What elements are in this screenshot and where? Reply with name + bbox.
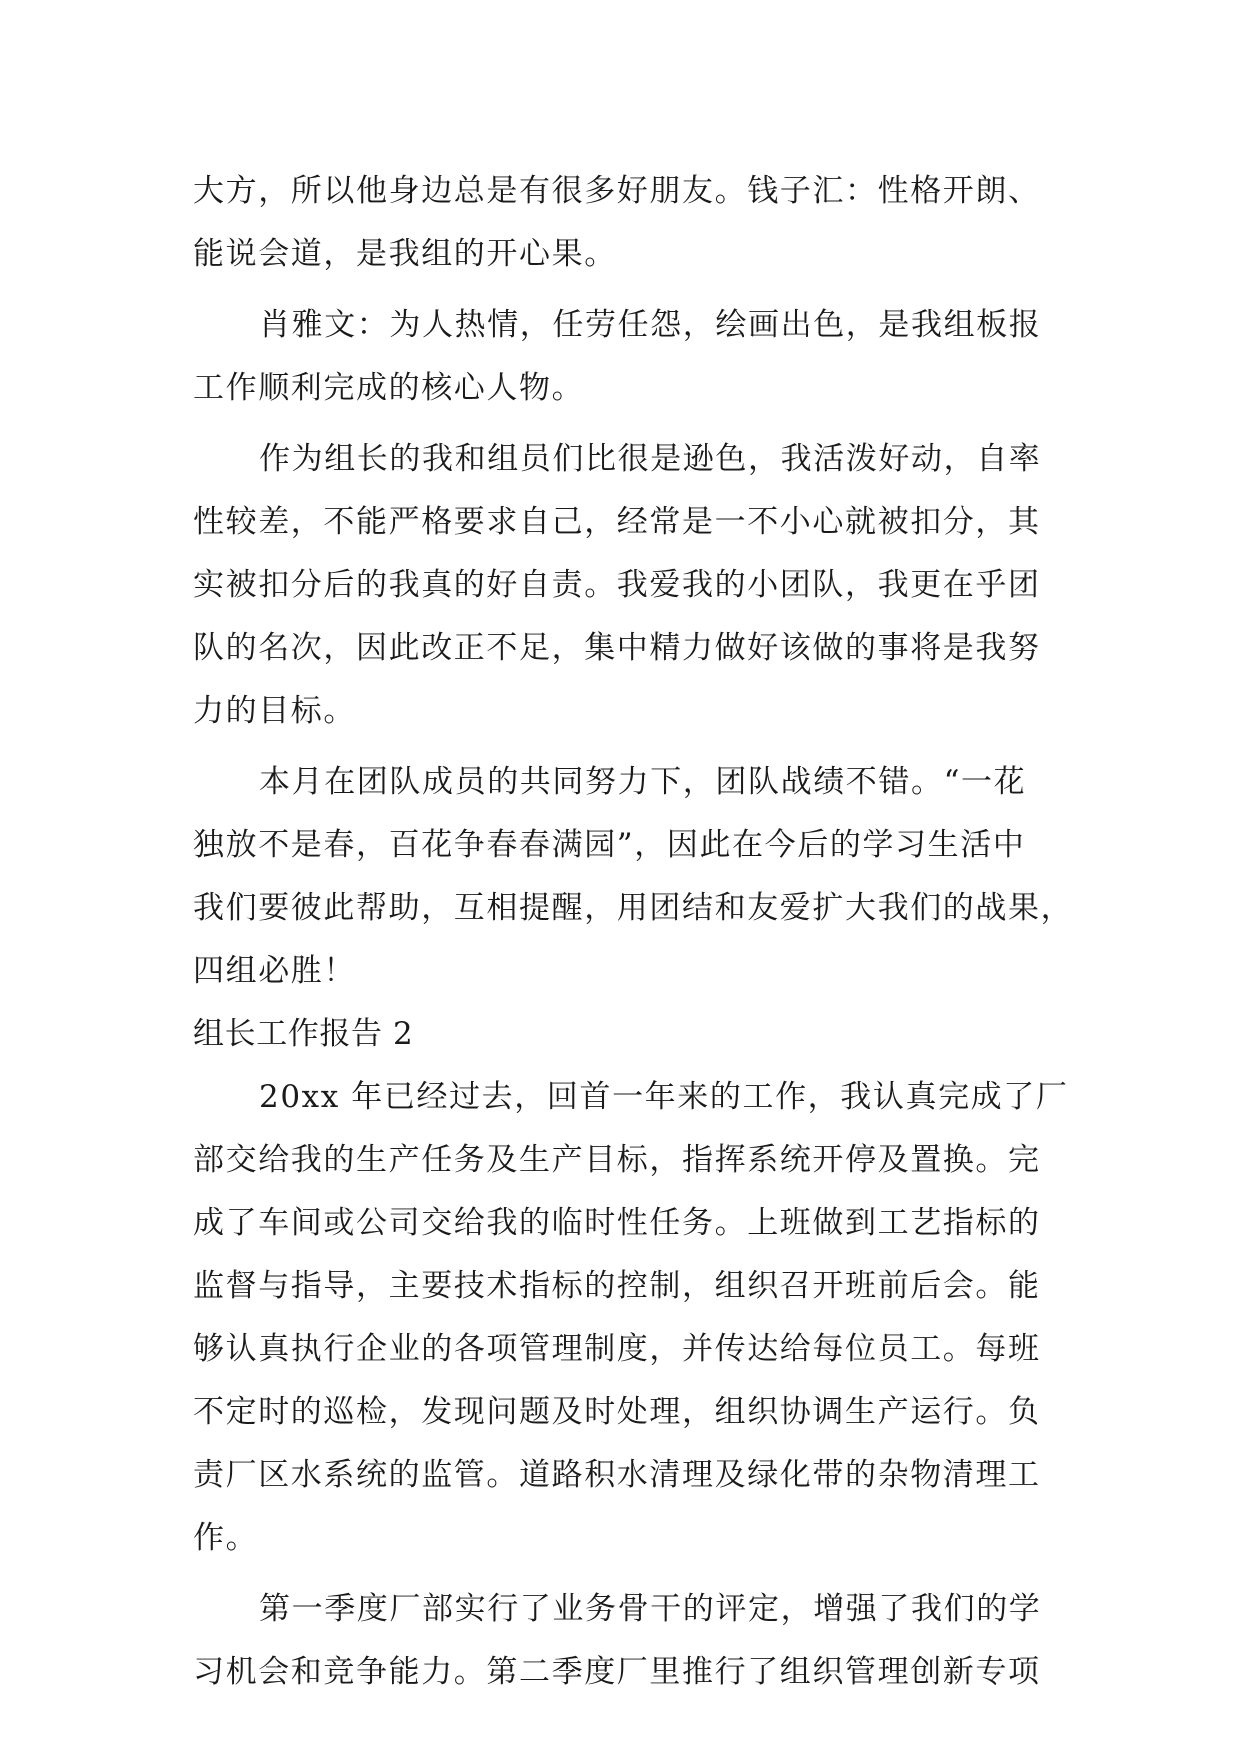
- text-line: 第一季度厂部实行了业务骨干的评定，增强了我们的学: [259, 1591, 1042, 1627]
- text-line: 成了车间或公司交给我的临时性任务。上班做到工艺指标的: [193, 1205, 1041, 1241]
- text-line: 本月在团队成员的共同努力下，团队战绩不错。“一花: [259, 764, 1027, 800]
- text-line: 不定时的巡检，发现问题及时处理，组织协调生产运行。负: [193, 1394, 1041, 1430]
- text-line: 能说会道，是我组的开心果。: [193, 236, 617, 272]
- text-line: 作为组长的我和组员们比很是逊色，我活泼好动，自率: [259, 441, 1042, 477]
- text-line: 够认真执行企业的各项管理制度，并传达给每位员工。每班: [193, 1331, 1041, 1367]
- paragraph: [193, 294, 1053, 420]
- text-line: 我们要彼此帮助，互相提醒，用团结和友爱扩大我们的战果，: [193, 890, 1074, 926]
- text-line: 作。: [193, 1520, 259, 1556]
- section-heading: 组长工作报告 2: [193, 1016, 414, 1052]
- text-line: 性较差，不能严格要求自己，经常是一不小心就被扣分，其: [193, 504, 1041, 540]
- text-line: 责厂区水系统的监管。道路积水清理及绿化带的杂物清理工: [193, 1457, 1041, 1493]
- text-line: 习机会和竞争能力。第二季度厂里推行了组织管理创新专项: [193, 1654, 1041, 1690]
- paragraph: [193, 751, 1074, 1003]
- text-line: 部交给我的生产任务及生产目标，指挥系统开停及置换。完: [193, 1142, 1041, 1178]
- text-line: 工作顺利完成的核心人物。: [193, 370, 585, 406]
- text-line: 力的目标。: [193, 693, 356, 729]
- paragraph: [193, 1578, 1053, 1704]
- text-line: 四组必胜！: [193, 953, 356, 989]
- document-page: [193, 160, 1074, 1704]
- text-line: 20xx 年已经过去，回首一年来的工作，我认真完成了厂: [259, 1079, 1069, 1115]
- text-line: 队的名次，因此改正不足，集中精力做好该做的事将是我努: [193, 630, 1041, 666]
- paragraph: [193, 160, 1053, 286]
- paragraph: [193, 1066, 1069, 1570]
- text-line: 大方，所以他身边总是有很多好朋友。钱子汇：性格开朗、: [193, 173, 1041, 209]
- paragraph: [193, 428, 1053, 743]
- text-line: 肖雅文：为人热情，任劳任怨，绘画出色，是我组板报: [259, 307, 1042, 343]
- text-line: 实被扣分后的我真的好自责。我爱我的小团队，我更在乎团: [193, 567, 1041, 603]
- text-line: 监督与指导，主要技术指标的控制，组织召开班前后会。能: [193, 1268, 1041, 1304]
- text-line: 独放不是春，百花争春春满园”，因此在今后的学习生活中: [193, 827, 1026, 863]
